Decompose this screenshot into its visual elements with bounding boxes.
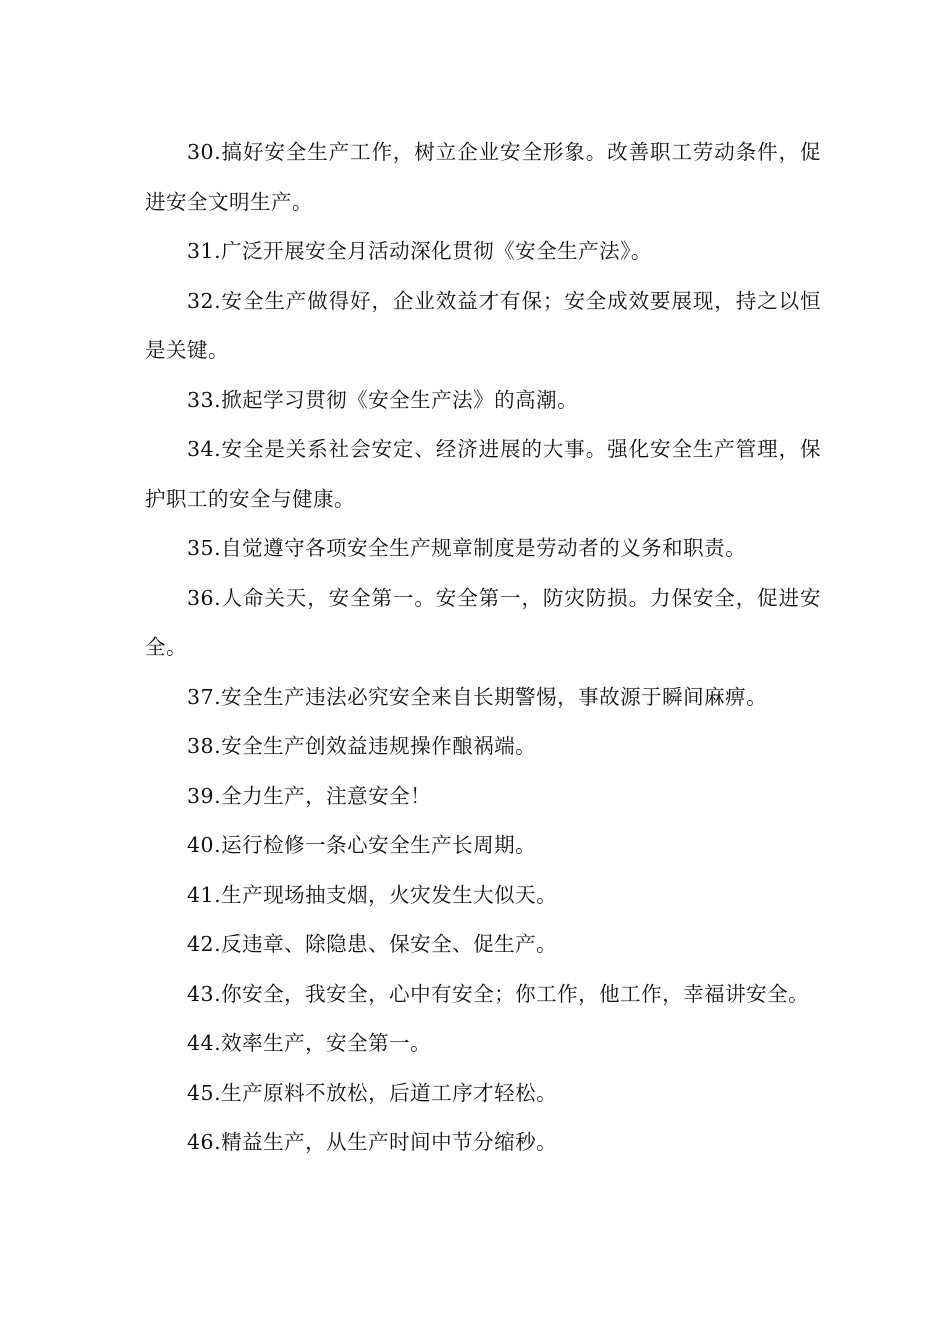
paragraph-38: 38.安全生产创效益违规操作酿祸端。 <box>187 734 537 758</box>
paragraph-39: 39.全力生产，注意安全！ <box>187 783 432 808</box>
paragraph-40: 40.运行检修一条心安全生产长周期。 <box>187 833 537 857</box>
paragraph-44: 44.效率生产，安全第一。 <box>187 1031 432 1055</box>
paragraph-41: 41.生产现场抽支烟，火灾发生大似天。 <box>187 882 558 907</box>
paragraph-32: 32.安全生产做得好，企业效益才有保；安全成效要展现，持之以恒是关键。 <box>145 288 821 362</box>
paragraph-46: 46.精益生产，从生产时间中节分缩秒。 <box>187 1130 558 1154</box>
paragraph-43: 43.你安全，我安全，心中有安全；你工作，他工作，幸福讲安全。 <box>187 981 810 1006</box>
paragraph-33: 33.掀起学习贯彻《安全生产法》的高潮。 <box>187 387 579 412</box>
paragraph-35: 35.自觉遵守各项安全生产规章制度是劳动者的义务和职责。 <box>187 536 747 560</box>
document-body <box>145 128 821 1168</box>
paragraph-42: 42.反违章、除隐患、保安全、促生产。 <box>187 932 558 956</box>
paragraph-34: 34.安全是关系社会安定、经济进展的大事。强化安全生产管理，保护职工的安全与健康。 <box>145 437 821 511</box>
paragraph-30: 30.搞好安全生产工作，树立企业安全形象。改善职工劳动条件，促进安全文明生产。 <box>145 140 821 214</box>
paragraph-36: 36.人命关天，安全第一。安全第一，防灾防损。力保安全，促进安全。 <box>145 585 821 659</box>
paragraph-37: 37.安全生产违法必究安全来自长期警惕，事故源于瞬间麻痹。 <box>187 684 768 709</box>
paragraph-45: 45.生产原料不放松，后道工序才轻松。 <box>187 1080 558 1105</box>
paragraph-31: 31.广泛开展安全月活动深化贯彻《安全生产法》。 <box>187 239 652 263</box>
